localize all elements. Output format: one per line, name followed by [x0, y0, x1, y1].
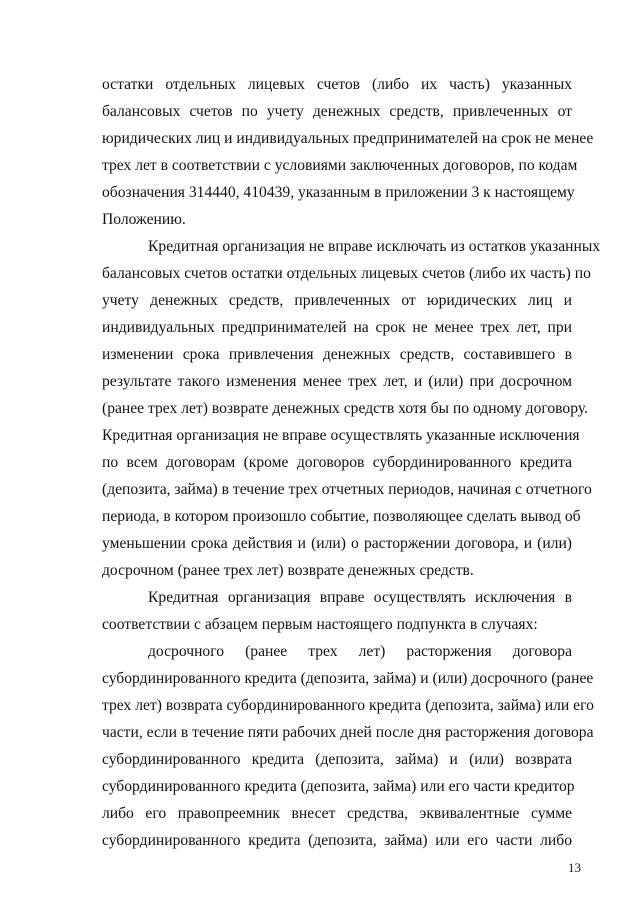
text-line: балансовых счетов по учету денежных средств, привлеченных от — [102, 103, 572, 120]
text-line: субординированного кредита (депозита, займа) или его части либо — [102, 832, 572, 849]
text-line: субординированного кредита (депозита, займа) и (или) возврата — [102, 751, 572, 768]
text-line: индивидуальных предпринимателей на срок не менее трех лет, при — [102, 319, 572, 336]
text-line: балансовых счетов остатки отдельных лицевых счетов (либо их часть) по — [102, 265, 591, 282]
text-line: (ранее трех лет) возврате денежных средств хотя бы по одному договору. — [102, 400, 588, 417]
text-line: по всем договорам (кроме договоров субординированного кредита — [102, 454, 572, 471]
text-line: досрочном (ранее трех лет) возврате денежных средств. — [102, 562, 474, 579]
text-line: субординированного кредита (депозита, займа) и (или) досрочного (ранее — [102, 670, 594, 687]
paragraph-2 — [102, 233, 601, 584]
text-line: субординированного кредита (депозита, займа) или его части кредитор — [102, 778, 575, 795]
text-line: соответствии с абзацем первым настоящего подпункта в случаях: — [102, 616, 538, 633]
paragraph-1 — [102, 71, 594, 233]
text-line: учету денежных средств, привлеченных от юридических лиц и — [102, 292, 572, 309]
page-number: 13 — [568, 860, 581, 875]
text-line: уменьшении срока действия и (или) о расторжении договора, и (или) — [102, 535, 572, 552]
text-line: (депозита, займа) в течение трех отчетных периодов, начиная с отчетного — [102, 481, 592, 498]
text-line: Кредитная организация не вправе исключать из остатков указанных — [148, 238, 601, 255]
text-line: трех лет) возврата субординированного кредита (депозита, займа) или его — [102, 697, 594, 714]
text-line: трех лет в соответствии с условиями заключенных договоров, по кодам — [102, 157, 578, 174]
text-line: результате такого изменения менее трех лет, и (или) при досрочном — [102, 373, 572, 390]
text-line: изменении срока привлечения денежных средств, составившего в — [102, 346, 572, 363]
text-line: Кредитная организация не вправе осуществлять указанные исключения — [102, 427, 580, 444]
text-line: досрочного (ранее трех лет) расторжения договора — [148, 643, 572, 660]
paragraph-4 — [102, 638, 594, 854]
paragraph-3 — [102, 584, 572, 638]
document-page — [102, 71, 601, 854]
text-line: юридических лиц и индивидуальных предпринимателей на срок не менее — [102, 130, 594, 147]
text-line: остатки отдельных лицевых счетов (либо их часть) указанных — [102, 76, 572, 93]
text-line: Кредитная организация вправе осуществлять исключения в — [148, 589, 572, 606]
text-line: периода, в котором произошло событие, позволяющее сделать вывод об — [102, 508, 581, 525]
text-line: Положению. — [102, 211, 186, 228]
text-line: части, если в течение пяти рабочих дней после дня расторжения договора — [102, 724, 594, 741]
text-line: либо его правопреемник внесет средства, эквивалентные сумме — [102, 805, 572, 822]
text-line: обозначения 314440, 410439, указанным в приложении 3 к настоящему — [102, 184, 575, 201]
